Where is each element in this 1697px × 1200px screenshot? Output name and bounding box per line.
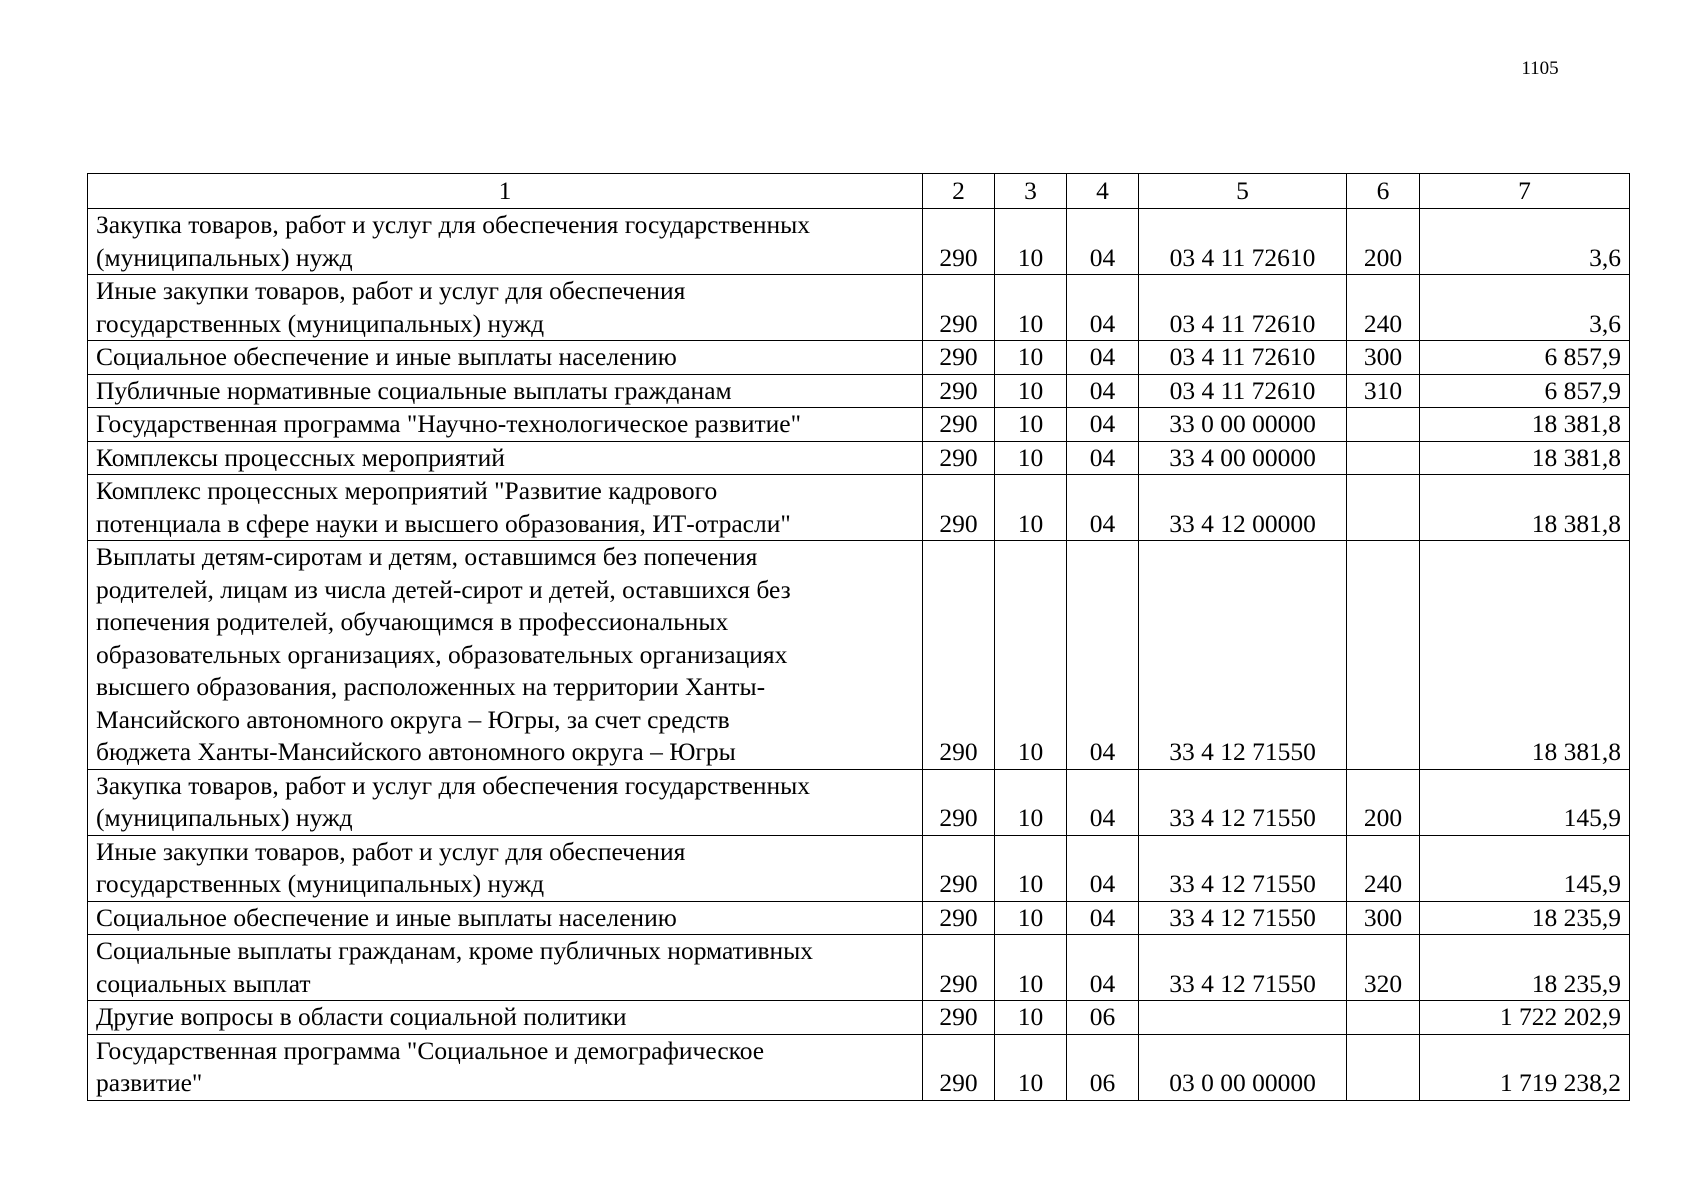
row-code-2: 290 bbox=[923, 275, 995, 341]
row-code-6 bbox=[1347, 541, 1420, 770]
row-code-4: 06 bbox=[1067, 1034, 1139, 1100]
row-amount: 6 857,9 bbox=[1420, 341, 1630, 375]
row-code-2: 290 bbox=[923, 769, 995, 835]
row-code-6 bbox=[1347, 408, 1420, 442]
row-code-2: 290 bbox=[923, 374, 995, 408]
table-row bbox=[88, 1001, 1630, 1035]
table-row bbox=[88, 769, 1630, 835]
column-header: 5 bbox=[1139, 174, 1347, 209]
row-code-3: 10 bbox=[995, 374, 1067, 408]
row-description: Государственная программа "Социальное и демографическое развитие" bbox=[88, 1034, 923, 1100]
row-code-6: 300 bbox=[1347, 341, 1420, 375]
table-row bbox=[88, 835, 1630, 901]
row-description: Иные закупки товаров, работ и услуг для обеспечения государственных (муниципальных) нужд bbox=[88, 835, 923, 901]
row-amount: 145,9 bbox=[1420, 835, 1630, 901]
row-code-2: 290 bbox=[923, 901, 995, 935]
row-amount: 1 719 238,2 bbox=[1420, 1034, 1630, 1100]
row-code-5: 33 4 00 00000 bbox=[1139, 441, 1347, 475]
row-code-4: 04 bbox=[1067, 441, 1139, 475]
row-description: Социальное обеспечение и иные выплаты населению bbox=[88, 341, 923, 375]
column-header: 4 bbox=[1067, 174, 1139, 209]
row-code-3: 10 bbox=[995, 1001, 1067, 1035]
column-header: 2 bbox=[923, 174, 995, 209]
row-amount: 18 235,9 bbox=[1420, 901, 1630, 935]
row-amount: 3,6 bbox=[1420, 275, 1630, 341]
row-amount: 1 722 202,9 bbox=[1420, 1001, 1630, 1035]
row-code-3: 10 bbox=[995, 935, 1067, 1001]
table-row bbox=[88, 341, 1630, 375]
row-code-3: 10 bbox=[995, 441, 1067, 475]
row-code-6: 200 bbox=[1347, 769, 1420, 835]
row-description: Выплаты детям-сиротам и детям, оставшимся без попечения родителей, лицам из числа детей-сирот и детей, оставшихся без попечения родителей, обучающимся в профессиональных образовательных организациях, образовательных организациях высшего образования, расположенных на территории Ханты- Мансийского автономного округа – Югры, за счет средств бюджета Ханты-Мансийского автономного округа – Югры bbox=[88, 541, 923, 770]
row-code-5: 33 4 12 71550 bbox=[1139, 835, 1347, 901]
row-code-4: 04 bbox=[1067, 374, 1139, 408]
header-row bbox=[88, 174, 1630, 209]
row-code-6 bbox=[1347, 1034, 1420, 1100]
row-description: Государственная программа "Научно-технологическое развитие" bbox=[88, 408, 923, 442]
budget-table bbox=[87, 173, 1630, 1101]
row-code-4: 04 bbox=[1067, 835, 1139, 901]
row-code-2: 290 bbox=[923, 475, 995, 541]
row-code-4: 04 bbox=[1067, 408, 1139, 442]
row-code-6: 300 bbox=[1347, 901, 1420, 935]
row-amount: 18 381,8 bbox=[1420, 475, 1630, 541]
row-code-3: 10 bbox=[995, 341, 1067, 375]
row-code-4: 06 bbox=[1067, 1001, 1139, 1035]
row-code-4: 04 bbox=[1067, 341, 1139, 375]
table-row bbox=[88, 1034, 1630, 1100]
row-code-4: 04 bbox=[1067, 209, 1139, 275]
table-row bbox=[88, 901, 1630, 935]
row-code-5: 03 4 11 72610 bbox=[1139, 275, 1347, 341]
table-row bbox=[88, 935, 1630, 1001]
row-code-4: 04 bbox=[1067, 275, 1139, 341]
row-code-6: 200 bbox=[1347, 209, 1420, 275]
row-code-3: 10 bbox=[995, 901, 1067, 935]
row-code-3: 10 bbox=[995, 209, 1067, 275]
row-code-6: 320 bbox=[1347, 935, 1420, 1001]
row-code-5: 03 4 11 72610 bbox=[1139, 209, 1347, 275]
column-header: 6 bbox=[1347, 174, 1420, 209]
table-row bbox=[88, 475, 1630, 541]
row-code-5: 33 4 12 71550 bbox=[1139, 901, 1347, 935]
table-row bbox=[88, 541, 1630, 770]
row-amount: 18 381,8 bbox=[1420, 541, 1630, 770]
row-description: Комплекс процессных мероприятий "Развитие кадрового потенциала в сфере науки и высшего образования, ИТ-отрасли" bbox=[88, 475, 923, 541]
row-description: Другие вопросы в области социальной политики bbox=[88, 1001, 923, 1035]
row-code-6 bbox=[1347, 1001, 1420, 1035]
row-code-3: 10 bbox=[995, 408, 1067, 442]
row-code-2: 290 bbox=[923, 408, 995, 442]
row-description: Иные закупки товаров, работ и услуг для обеспечения государственных (муниципальных) нужд bbox=[88, 275, 923, 341]
column-header: 7 bbox=[1420, 174, 1630, 209]
row-description: Закупка товаров, работ и услуг для обеспечения государственных (муниципальных) нужд bbox=[88, 769, 923, 835]
row-description: Комплексы процессных мероприятий bbox=[88, 441, 923, 475]
row-amount: 18 235,9 bbox=[1420, 935, 1630, 1001]
row-code-5 bbox=[1139, 1001, 1347, 1035]
row-amount: 145,9 bbox=[1420, 769, 1630, 835]
row-code-5: 33 4 12 71550 bbox=[1139, 769, 1347, 835]
row-code-4: 04 bbox=[1067, 935, 1139, 1001]
column-header: 3 bbox=[995, 174, 1067, 209]
table-row bbox=[88, 209, 1630, 275]
row-code-4: 04 bbox=[1067, 901, 1139, 935]
table-row bbox=[88, 275, 1630, 341]
row-code-2: 290 bbox=[923, 835, 995, 901]
row-code-3: 10 bbox=[995, 1034, 1067, 1100]
row-amount: 3,6 bbox=[1420, 209, 1630, 275]
row-code-2: 290 bbox=[923, 209, 995, 275]
table-row bbox=[88, 408, 1630, 442]
row-code-5: 03 0 00 00000 bbox=[1139, 1034, 1347, 1100]
row-description: Социальное обеспечение и иные выплаты населению bbox=[88, 901, 923, 935]
row-code-5: 33 0 00 00000 bbox=[1139, 408, 1347, 442]
row-code-6: 240 bbox=[1347, 835, 1420, 901]
row-code-2: 290 bbox=[923, 441, 995, 475]
row-code-3: 10 bbox=[995, 275, 1067, 341]
row-code-2: 290 bbox=[923, 935, 995, 1001]
row-code-5: 33 4 12 71550 bbox=[1139, 935, 1347, 1001]
row-code-5: 33 4 12 00000 bbox=[1139, 475, 1347, 541]
page-number: 1105 bbox=[1521, 58, 1559, 79]
row-description: Публичные нормативные социальные выплаты гражданам bbox=[88, 374, 923, 408]
row-code-6: 240 bbox=[1347, 275, 1420, 341]
row-description: Закупка товаров, работ и услуг для обеспечения государственных (муниципальных) нужд bbox=[88, 209, 923, 275]
row-code-4: 04 bbox=[1067, 541, 1139, 770]
row-code-6: 310 bbox=[1347, 374, 1420, 408]
row-code-3: 10 bbox=[995, 835, 1067, 901]
row-code-3: 10 bbox=[995, 475, 1067, 541]
row-code-4: 04 bbox=[1067, 475, 1139, 541]
row-amount: 18 381,8 bbox=[1420, 441, 1630, 475]
row-code-5: 03 4 11 72610 bbox=[1139, 374, 1347, 408]
row-description: Социальные выплаты гражданам, кроме публичных нормативных социальных выплат bbox=[88, 935, 923, 1001]
table-row bbox=[88, 441, 1630, 475]
row-code-3: 10 bbox=[995, 769, 1067, 835]
row-code-2: 290 bbox=[923, 341, 995, 375]
row-code-6 bbox=[1347, 475, 1420, 541]
row-code-2: 290 bbox=[923, 541, 995, 770]
row-code-6 bbox=[1347, 441, 1420, 475]
row-code-4: 04 bbox=[1067, 769, 1139, 835]
row-amount: 18 381,8 bbox=[1420, 408, 1630, 442]
column-header: 1 bbox=[88, 174, 923, 209]
table-row bbox=[88, 374, 1630, 408]
row-code-2: 290 bbox=[923, 1034, 995, 1100]
row-code-5: 33 4 12 71550 bbox=[1139, 541, 1347, 770]
row-code-5: 03 4 11 72610 bbox=[1139, 341, 1347, 375]
row-code-2: 290 bbox=[923, 1001, 995, 1035]
row-amount: 6 857,9 bbox=[1420, 374, 1630, 408]
row-code-3: 10 bbox=[995, 541, 1067, 770]
